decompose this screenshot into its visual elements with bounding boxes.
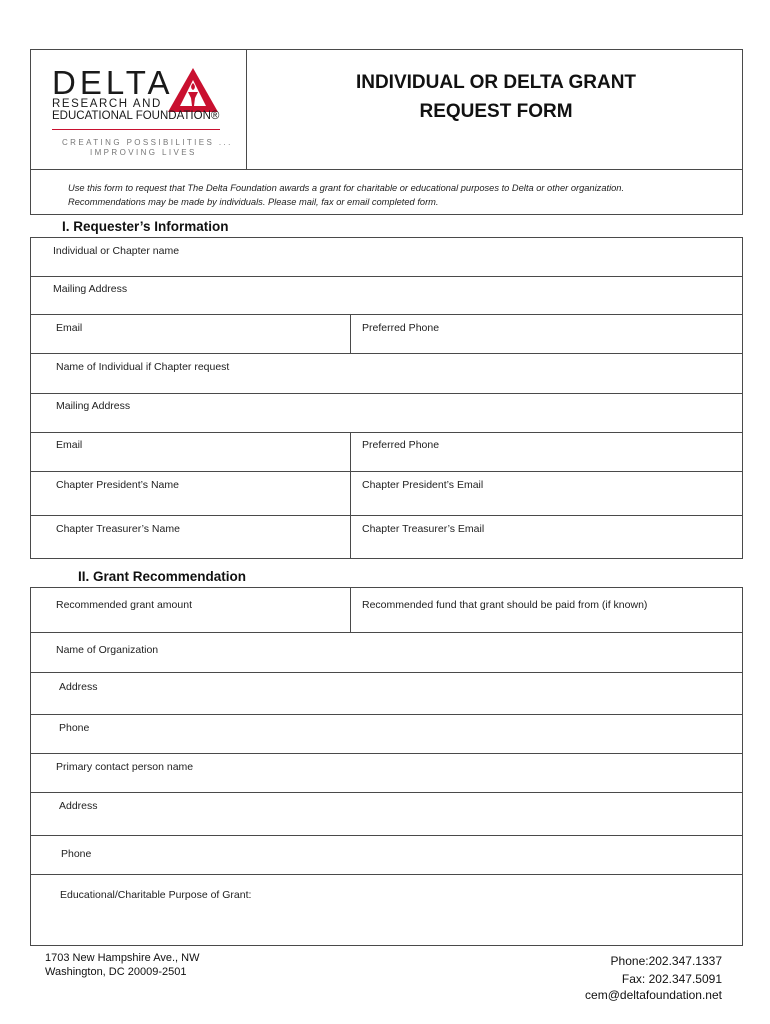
logo-rule <box>52 129 220 130</box>
form-title-line1: INDIVIDUAL OR DELTA GRANT <box>355 72 637 93</box>
field-label: Recommended grant amount <box>56 599 192 611</box>
field-label: Chapter Treasurer’s Name <box>56 523 180 535</box>
field-label: Educational/Charitable Purpose of Grant: <box>60 889 252 901</box>
organization-name-field[interactable] <box>31 633 742 671</box>
field-label: Chapter President’s Email <box>362 479 484 491</box>
field-label: Primary contact person name <box>56 761 194 773</box>
intro-line2: Recommendations may be made by individuals. Please mail, fax or email completed form. <box>68 197 439 207</box>
field-label: Mailing Address <box>53 283 128 295</box>
field-label: Recommended fund that grant should be paid from (if known) <box>362 599 648 611</box>
field-label: Email <box>56 322 83 334</box>
field-label: Mailing Address <box>56 400 131 412</box>
recommended-grant-amount-field[interactable] <box>31 588 349 631</box>
field-label: Phone <box>59 722 90 734</box>
footer-address-line2: Washington, DC 20009-2501 <box>45 966 187 978</box>
footer-address-line1: 1703 New Hampshire Ave., NW <box>45 952 200 964</box>
footer-phone: Phone:202.347.1337 <box>610 954 722 968</box>
logo-line1: RESEARCH AND <box>52 98 162 110</box>
footer-fax: Fax: 202.347.5091 <box>621 972 722 986</box>
logo-line2: EDUCATIONAL FOUNDATION® <box>52 110 220 122</box>
intro-line1: Use this form to request that The Delta Foundation awards a grant for charitable or educational purposes to Delta or other organization. <box>68 183 625 193</box>
chapter-president-name-field[interactable] <box>31 472 349 514</box>
chapter-treasurer-email-field[interactable] <box>351 516 742 558</box>
primary-contact-name-field[interactable] <box>31 754 742 791</box>
chapter-treasurer-name-field[interactable] <box>31 516 349 558</box>
header-divider <box>246 49 247 170</box>
field-label: Chapter President’s Name <box>56 479 179 491</box>
field-label: Address <box>59 681 98 693</box>
grant-purpose-field[interactable] <box>31 875 742 945</box>
organization-phone-field[interactable] <box>31 715 742 752</box>
field-label: Name of Organization <box>56 644 159 656</box>
field-label: Preferred Phone <box>362 439 440 451</box>
chapter-president-email-field[interactable] <box>351 472 742 514</box>
preferred-phone-field[interactable] <box>351 315 742 352</box>
mailing-address-2-field[interactable] <box>31 394 742 431</box>
preferred-phone-2-field[interactable] <box>351 433 742 470</box>
mailing-address-field[interactable] <box>31 277 742 313</box>
section1-heading: I. Requester’s Information <box>62 219 229 234</box>
individual-name-field[interactable] <box>31 354 742 392</box>
contact-address-field[interactable] <box>31 793 742 834</box>
form-title-line2: REQUEST FORM <box>419 101 573 122</box>
field-label: Individual or Chapter name <box>53 245 180 257</box>
field-label: Email <box>56 439 83 451</box>
contact-phone-field[interactable] <box>31 836 742 873</box>
field-label: Address <box>59 800 98 812</box>
field-label: Phone <box>61 848 92 860</box>
organization-address-field[interactable] <box>31 673 742 713</box>
delta-torch-logo-icon <box>166 66 220 114</box>
footer-email[interactable]: cem@deltafoundation.net <box>585 988 722 1002</box>
logo-word: DELTA <box>52 64 174 101</box>
logo-tagline2: IMPROVING LIVES <box>90 148 197 157</box>
recommended-fund-field[interactable] <box>351 588 742 631</box>
field-label: Name of Individual if Chapter request <box>56 361 230 373</box>
field-label: Chapter Treasurer’s Email <box>362 523 485 535</box>
individual-or-chapter-name-field[interactable] <box>31 238 742 275</box>
email-2-field[interactable] <box>31 433 349 470</box>
field-label: Preferred Phone <box>362 322 440 334</box>
section2-heading: II. Grant Recommendation <box>78 569 247 584</box>
logo-tagline1: CREATING POSSIBILITIES ... <box>62 138 233 147</box>
email-field[interactable] <box>31 315 349 352</box>
